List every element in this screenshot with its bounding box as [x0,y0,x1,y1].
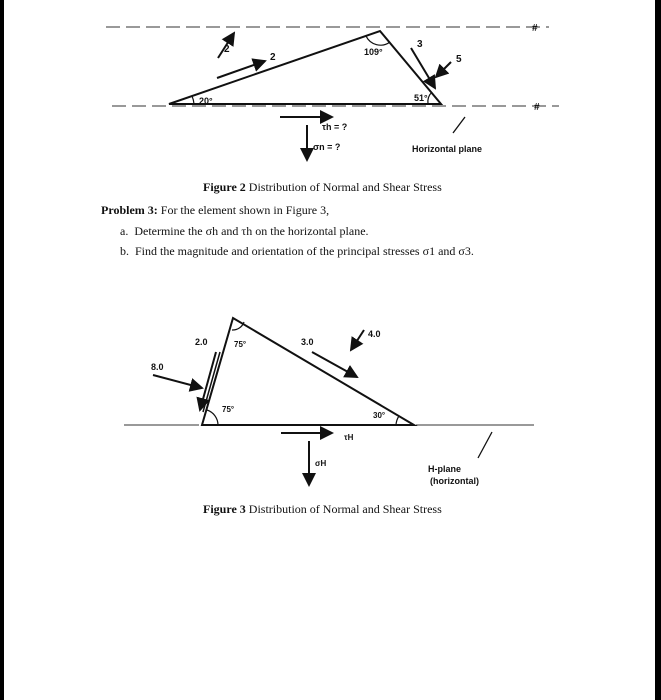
shear-arrow-3-0 [312,352,357,377]
label-5: 5 [456,54,462,65]
figure-2-diagram [4,0,655,190]
tau-H-label: τH [344,433,354,442]
figure-2-triangle [169,31,441,104]
normal-arrow-5 [436,62,451,77]
angle-109: 109° [364,47,383,57]
right-dark-border [655,0,661,700]
label-3: 3 [417,39,423,50]
problem-3-heading: Problem 3: For the element shown in Figure 3, [101,203,330,217]
sigma-n-label: σn = ? [313,142,341,152]
plane-pointer-line [453,117,465,133]
horizontal-plane-label: Horizontal plane [412,144,483,154]
sigma-H-label: σH [315,459,327,468]
normal-arrow-4-0 [351,330,364,350]
h-plane-label: H-plane [428,464,462,474]
tau-h-label: τh = ? [322,122,348,132]
label-4-0: 4.0 [368,329,381,339]
break-mark-bottom: # [534,102,540,113]
document-page [4,0,655,700]
label-8-0: 8.0 [151,362,164,372]
shear-arrow-2-0-b [203,352,220,412]
label-3-0: 3.0 [301,337,314,347]
break-mark-top: # [532,23,538,34]
label-2b: 2 [270,52,276,63]
figure-2-caption: Figure 2 Distribution of Normal and Shear Stress [203,180,442,194]
angle-75-top: 75° [234,340,247,349]
problem-part-b: b. Find the magnitude and orientation of the principal stresses σ1 and σ3. [120,244,474,258]
label-2a: 2 [224,44,230,55]
normal-arrow-8-0 [153,375,202,388]
arc-30 [396,416,399,425]
problem-part-a: a. Determine the σh and τh on the horizontal plane. [120,224,369,238]
angle-30: 30° [373,411,386,420]
angle-51: 51° [414,93,428,103]
angle-20: 20° [199,96,213,106]
angle-75-bottom: 75° [222,405,235,414]
figure-3-caption: Figure 3 Distribution of Normal and Shear Stress [203,502,442,516]
h-plane-pointer [478,432,492,458]
arc-75-bottom [207,410,218,425]
shear-arrow-2 [217,61,265,78]
label-2-0: 2.0 [195,337,208,347]
arc-20 [192,96,194,104]
h-plane-sublabel: (horizontal) [430,476,479,486]
